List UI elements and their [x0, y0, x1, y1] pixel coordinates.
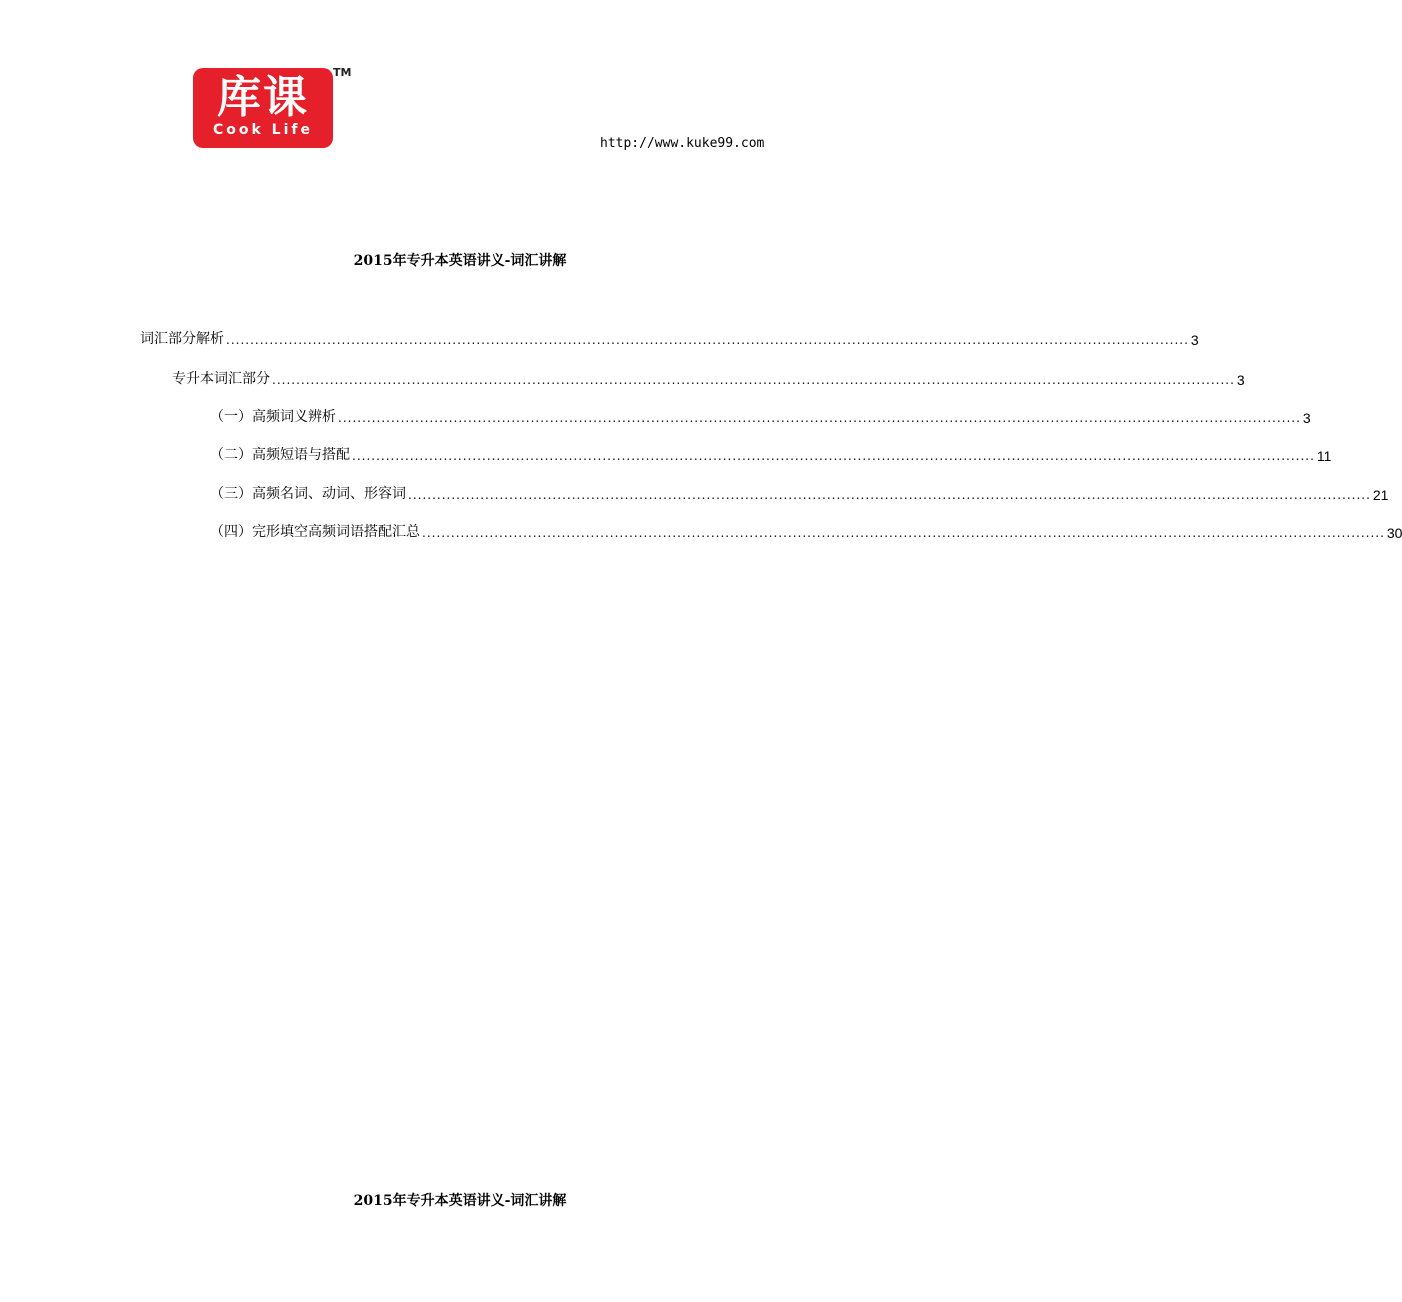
toc-entry[interactable]: [210, 481, 1389, 503]
page-footer: 2015年专升本英语讲义-词汇讲解: [353, 1193, 567, 1209]
kuke-logo: [193, 66, 358, 150]
trademark-mark: TM: [333, 66, 352, 79]
toc-entry[interactable]: [210, 519, 1402, 541]
toc-entry-page: 3: [1236, 372, 1245, 388]
toc-entry-label: （三）高频名词、动词、形容词: [210, 486, 406, 502]
toc-leader-dots: ........................................................................................................................................................................................................: [226, 333, 1189, 347]
toc-leader-dots: ........................................................................................................................................................................................................: [272, 373, 1235, 387]
logo-text-en: Cook Life: [212, 122, 313, 138]
toc-entry-label: 专升本词汇部分: [172, 371, 270, 387]
toc-entry-label: （四）完形填空高频词语搭配汇总: [210, 524, 420, 540]
toc-leader-dots: ........................................................................................................................................................................................................: [422, 526, 1385, 540]
toc-entry-page: 21: [1372, 487, 1389, 503]
header-url[interactable]: http://www.kuke99.com: [600, 136, 765, 151]
toc-leader-dots: ........................................................................................................................................................................................................: [352, 449, 1315, 463]
toc-entry-label: 词汇部分解析: [140, 331, 224, 347]
document-title: 2015年专升本英语讲义-词汇讲解: [353, 253, 567, 269]
toc-leader-dots: ........................................................................................................................................................................................................: [408, 488, 1371, 502]
toc-entry-page: 3: [1302, 410, 1311, 426]
toc-entry-label: （一）高频词义辨析: [210, 409, 336, 425]
toc-entry[interactable]: [140, 326, 1199, 348]
toc-entry[interactable]: [210, 404, 1311, 426]
toc-entry-page: 30: [1386, 525, 1402, 541]
toc-entry-page: 11: [1316, 448, 1332, 464]
toc-entry-page: 3: [1190, 332, 1199, 348]
toc-leader-dots: ........................................................................................................................................................................................................: [338, 411, 1301, 425]
logo-text-cn: 库课: [217, 72, 309, 123]
logo-badge: [193, 68, 333, 148]
toc-entry[interactable]: [210, 442, 1332, 464]
toc-entry-label: （二）高频短语与搭配: [210, 447, 350, 463]
toc-entry[interactable]: [172, 366, 1245, 388]
